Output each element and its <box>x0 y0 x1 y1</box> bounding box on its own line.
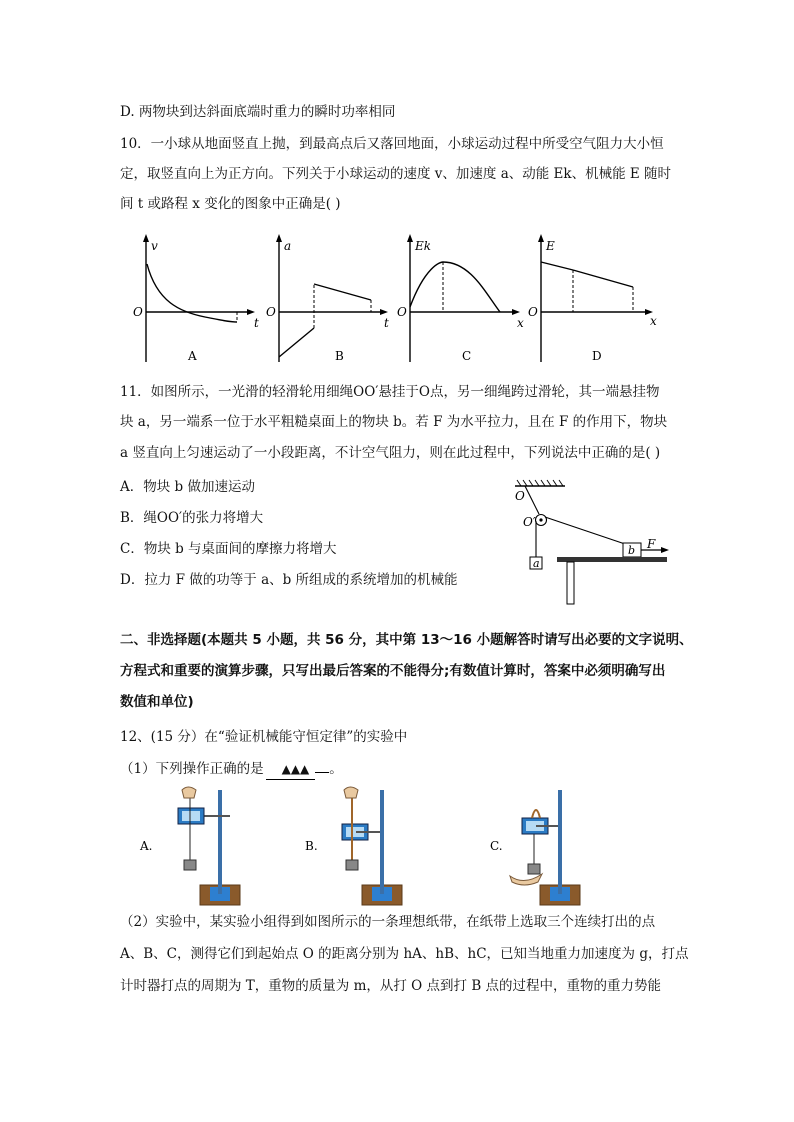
q9-option-d: D. 两物块到达斜面底端时重力的瞬时功率相同 <box>120 104 396 120</box>
q11-option-c: C．物块 b 与桌面间的摩擦力将增大 <box>120 541 337 557</box>
graph-c-origin: O <box>397 305 407 319</box>
graph-c-xlabel: x <box>517 316 524 330</box>
svg-text:C.: C. <box>490 839 503 853</box>
label-o-prime: O′ <box>523 515 536 529</box>
section2-line1: 二、非选择题(本题共 5 小题，共 56 分，其中第 13～16 小题解答时请写出必要的文字说明、 <box>120 632 693 648</box>
label-block-a: a <box>533 557 540 570</box>
q12-part2-line1: （2）实验中，某实验小组得到如图所示的一条理想纸带，在纸带上选取三个连续打出的点 <box>120 914 656 930</box>
q10-line1: 10．一小球从地面竖直上抛，到最高点后又落回地面，小球运动过程中所受空气阻力大小恒 <box>120 136 664 152</box>
q11-option-b: B．绳OO′的张力将增大 <box>120 510 264 526</box>
apparatus-a <box>139 787 240 905</box>
q12-title: 12、(15 分）在“验证机械能守恒定律”的实验中 <box>120 729 408 745</box>
graph-d-ylabel: E <box>546 239 555 253</box>
graph-d-xlabel: x <box>650 314 657 328</box>
label-force-f: F <box>647 537 656 551</box>
q11-line3: a 竖直向上匀速运动了一小段距离，不计空气阻力，则在此过程中，下列说法中正确的是( ) <box>120 445 661 461</box>
label-o: O <box>515 489 525 503</box>
q11-option-d: D．拉力 F 做的功等于 a、b 所组成的系统增加的机械能 <box>120 572 458 588</box>
q10-line2: 定，取竖直向上为正方向。下列关于小球运动的速度 v、加速度 a、动能 Ek、机械能 E 随时 <box>120 166 672 182</box>
apparatus-c <box>490 790 580 905</box>
graph-a-origin: O <box>133 305 143 319</box>
q10-graphs <box>125 232 670 372</box>
q11-pulley-figure <box>505 478 675 608</box>
answer-blank: ▲▲▲ <box>266 759 316 780</box>
graph-d <box>528 234 657 363</box>
q10-line3: 间 t 或路程 x 变化的图象中正确是( ) <box>120 196 341 212</box>
graph-b-xlabel: t <box>384 316 389 330</box>
q12-part2-line3: 计时器打点的周期为 T，重物的质量为 m，从打 O 点到打 B 点的过程中，重物的重力势能 <box>120 978 662 994</box>
graph-a <box>133 234 259 363</box>
label-block-b: b <box>628 544 636 557</box>
svg-text:B.: B. <box>305 839 318 853</box>
q11-option-a: A．物块 b 做加速运动 <box>120 479 255 495</box>
graph-b-ylabel: a <box>284 239 292 253</box>
graph-b-letter: B <box>335 349 344 363</box>
section2-line3: 数值和单位) <box>120 694 194 710</box>
q12-part2-line2: A、B、C，测得它们到起始点 O 的距离分别为 hA、hB、hC，已知当地重力加速度为 g，打点 <box>120 946 689 962</box>
apparatus-b <box>305 787 402 905</box>
graph-d-letter: D <box>592 349 602 363</box>
section2-line2: 方程式和重要的演算步骤，只写出最后答案的不能得分;有数值计算时，答案中必须明确写出 <box>120 663 666 679</box>
svg-text:A.: A. <box>140 839 153 853</box>
graph-b <box>266 234 389 363</box>
graph-c <box>397 234 524 363</box>
q12-part1 <box>120 759 343 780</box>
graph-c-ylabel: Ek <box>415 239 432 253</box>
graph-a-xlabel: t <box>254 316 259 330</box>
q12-part1-end: 。 <box>329 761 343 777</box>
graph-a-ylabel: v <box>151 239 158 253</box>
q11-line1: 11．如图所示，一光滑的轻滑轮用细绳OO′悬挂于O点，另一细绳跨过滑轮，其一端悬挂物 <box>120 384 660 400</box>
graph-b-origin: O <box>266 305 276 319</box>
q11-line2: 块 a，另一端系一位于水平粗糙桌面上的物块 b。若 F 为水平拉力，且在 F 的作用下，物块 <box>120 414 668 430</box>
q12-apparatus-figures <box>130 780 590 910</box>
q12-part1-text: （1）下列操作正确的是 <box>120 761 264 777</box>
graph-c-letter: C <box>462 349 472 363</box>
graph-d-origin: O <box>528 305 538 319</box>
graph-a-letter: A <box>188 349 197 363</box>
